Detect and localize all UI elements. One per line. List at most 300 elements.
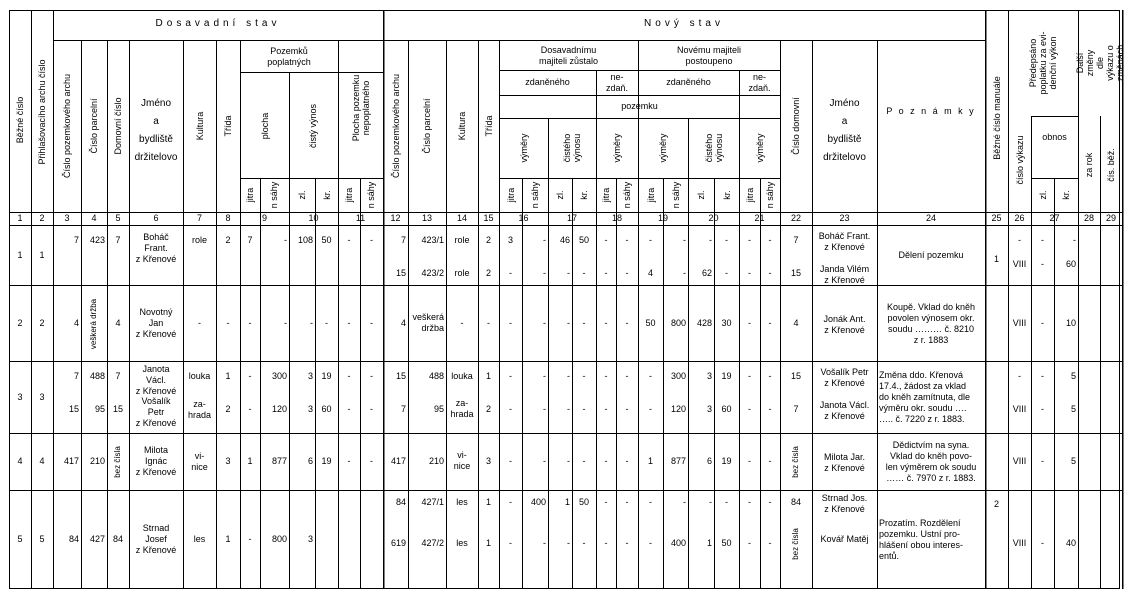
cell-c15: 2 <box>485 268 491 278</box>
cell-c10a: - <box>310 317 313 328</box>
cell-c20a: 1 <box>706 538 712 548</box>
header-prihlasovaciho-archu: Přihlašovacího archu číslo <box>37 59 47 165</box>
cell-c20a: 62 <box>701 268 712 278</box>
cell-c20b: 30 <box>721 317 732 328</box>
cell-c22: bez čísla <box>791 528 800 560</box>
header-cislo-pozemkoveho-archu-new: Číslo pozemkového archu <box>391 73 401 179</box>
cell-c14: louka <box>451 371 473 381</box>
cell-c22: bez čísla <box>791 446 800 478</box>
cell-c9b: 300 <box>271 371 287 381</box>
cell-c15: 1 <box>485 371 491 381</box>
cell-c2: 2 <box>39 317 45 328</box>
cell-c18b: - <box>625 268 629 278</box>
cell-c6: Novotný Jan z Křenové <box>135 306 177 339</box>
cell-c17b: - <box>582 456 586 466</box>
column-number: 13 <box>421 213 432 223</box>
header-cisteho-vynosu-17: čistého výnosu <box>562 133 582 163</box>
cell-c27b: 5 <box>1070 456 1076 466</box>
cell-c23: Janda Vilém z Křenové <box>819 264 870 285</box>
cell-c27b: 40 <box>1065 538 1076 548</box>
cell-c17b: - <box>582 268 586 278</box>
column-number: 21 <box>754 213 765 223</box>
cell-c19b: 120 <box>670 404 686 414</box>
cell-c1: 3 <box>17 391 23 402</box>
cell-c16b: - <box>543 404 546 414</box>
cell-c17b: - <box>582 538 586 548</box>
cell-c17a: 1 <box>564 497 570 507</box>
column-number: 7 <box>196 213 202 223</box>
column-number: 12 <box>390 213 401 223</box>
cell-c15: 2 <box>485 235 491 245</box>
cell-c17a: - <box>567 371 570 381</box>
cell-c15: - <box>487 317 490 328</box>
column-number: 23 <box>839 213 850 223</box>
cell-c21a: - <box>748 268 751 278</box>
cell-c23: Janota Václ. z Křenové <box>819 400 870 421</box>
cell-c20b: - <box>725 268 728 278</box>
cell-c24: Dělení pozemku <box>898 250 964 260</box>
cell-c20b: 50 <box>721 538 732 548</box>
cell-c4: 488 <box>89 371 105 381</box>
cell-c5: 7 <box>115 235 121 245</box>
cell-c3: 84 <box>68 534 79 544</box>
cell-c9a: - <box>248 371 252 381</box>
cell-c12: 15 <box>395 268 406 278</box>
header-nsahy-19: n sáhy <box>671 181 681 209</box>
cell-c20a: 3 <box>706 404 712 414</box>
cell-c21a: - <box>748 538 751 548</box>
cell-c9b: - <box>284 235 287 245</box>
cell-c17b: - <box>582 371 586 381</box>
cell-c8: 3 <box>225 456 231 466</box>
cell-c12: 4 <box>400 317 406 328</box>
header-trida-new: Třída <box>484 115 494 137</box>
cell-c9b: 120 <box>271 404 287 414</box>
cell-c17a: - <box>567 404 570 414</box>
group-header-novy-stav: Nový stav <box>644 18 724 29</box>
cell-c16a: 3 <box>507 235 513 245</box>
cell-c4: 95 <box>94 404 105 414</box>
header-vymery-18: výměry <box>612 133 622 163</box>
cell-c19b: - <box>683 497 686 507</box>
cell-c18b: - <box>625 235 629 245</box>
cell-c14: role <box>454 235 470 245</box>
cell-c21a: - <box>748 235 751 245</box>
cell-c9a: 1 <box>247 456 253 466</box>
cell-c17b: - <box>582 317 586 328</box>
cell-c25: 2 <box>993 499 999 509</box>
cell-c19b: 877 <box>670 456 686 466</box>
header-zl-10: zl. <box>297 190 307 200</box>
cell-c2: 5 <box>39 534 45 544</box>
cell-c12: 84 <box>395 497 406 507</box>
cell-c7: vi- nice <box>191 451 208 472</box>
cell-c20b: 19 <box>721 456 732 466</box>
cell-c20a: - <box>709 235 712 245</box>
cell-c15: 3 <box>485 456 491 466</box>
cell-c21a: - <box>748 317 751 328</box>
header-vymery-16: výměry <box>519 133 529 163</box>
cell-c11a: - <box>347 456 351 466</box>
header-plocha: plocha <box>260 112 270 140</box>
cell-c13: 95 <box>433 404 444 414</box>
cell-c27a: - <box>1041 235 1044 245</box>
cell-c11b: - <box>370 235 373 245</box>
cell-c10a: 108 <box>297 235 313 245</box>
cell-c5: 7 <box>115 371 121 381</box>
cell-c1: 1 <box>17 249 23 260</box>
cell-c18b: - <box>625 456 629 466</box>
header-trida: Třída <box>223 115 233 137</box>
column-number: 26 <box>1014 213 1025 223</box>
cell-c26: - <box>1018 235 1021 245</box>
cell-c20a: 428 <box>696 317 712 328</box>
cell-c11b: - <box>370 317 373 328</box>
header-kr-10: kr. <box>322 190 332 200</box>
cell-c26: VIII <box>1012 317 1027 328</box>
cell-c10b: 60 <box>321 404 332 414</box>
cell-c15: 1 <box>485 497 491 507</box>
column-number: 25 <box>991 213 1002 223</box>
cell-c27a: - <box>1041 371 1044 381</box>
cell-c26: VIII <box>1012 456 1027 466</box>
cell-c20a: 3 <box>706 371 712 381</box>
cell-c10a: 3 <box>307 534 313 544</box>
cell-c13: 423/1 <box>421 235 444 245</box>
cell-c5: 84 <box>112 534 123 544</box>
cell-c19a: - <box>649 538 652 548</box>
header-pozemku-poplatnych: Pozemků poplatných <box>267 46 311 67</box>
cell-c1: 5 <box>17 534 23 544</box>
cell-c16a: - <box>509 456 512 466</box>
header-nsahy-9: n sáhy <box>269 181 279 209</box>
cell-c5: bez čísla <box>113 446 122 478</box>
cell-c16a: - <box>509 404 512 414</box>
cell-c24: Prozatím. Rozdělení pozemku. Ustní pro- hlášení obou interes- entů. <box>879 518 964 561</box>
cell-c11a: - <box>347 404 351 414</box>
cell-c8: 2 <box>225 404 231 414</box>
header-jitra-16: jitra <box>506 187 516 203</box>
cell-c18a: - <box>604 456 608 466</box>
cell-c6: Vošalík Petr z Křenové <box>135 396 177 428</box>
cell-c12: 7 <box>400 404 406 414</box>
column-number: 1 <box>17 213 23 223</box>
header-nsahy-18: n sáhy <box>622 181 632 209</box>
cell-c18b: - <box>625 538 629 548</box>
cell-c2: 3 <box>39 391 45 402</box>
cell-c10a: 3 <box>307 371 313 381</box>
header-nsahy-21: n sáhy <box>765 181 775 209</box>
header-plocha-nepoplatneho: Plocha pozemku nepoplatného <box>351 74 371 142</box>
header-obnos: obnos <box>1042 132 1067 142</box>
cell-c22: 7 <box>793 404 799 414</box>
cell-c7: za- hrada <box>187 399 212 420</box>
header-cislo-pozemkoveho-archu: Číslo pozemkového archu <box>62 73 72 179</box>
cell-c13: veškerá držba <box>412 311 444 333</box>
cell-c14: les <box>456 538 468 548</box>
cell-c27a: - <box>1041 456 1044 466</box>
cell-c19b: 300 <box>670 371 686 381</box>
cell-c6: Janota Václ. z Křenové <box>135 364 177 396</box>
header-kr-17: kr. <box>579 190 589 200</box>
cell-c27a: - <box>1041 259 1044 269</box>
cell-c7: les <box>193 534 206 544</box>
cell-c16b: - <box>543 371 546 381</box>
cell-c24: Změna ddo. Křenová 17.4., žádost za vklad do kněh zamítnuta, dle výměru okr. soudu …. ….. č. 7220 z r. 1883. <box>879 370 971 424</box>
cell-c3: 417 <box>63 456 79 466</box>
cell-c7: - <box>198 317 201 328</box>
cell-c3: 4 <box>73 317 79 328</box>
header-vymery-21: výměry <box>755 133 765 163</box>
cell-c26: VIII <box>1012 404 1027 414</box>
header-zl-20: zl. <box>696 190 706 200</box>
cell-c19a: 50 <box>645 317 656 328</box>
cell-c20b: 60 <box>721 404 732 414</box>
column-number: 14 <box>456 213 467 223</box>
header-kr-27: kr. <box>1061 190 1071 200</box>
header-jitra-9: jitra <box>245 187 255 203</box>
header-cislo-parcelni-new: Číslo parcelní <box>422 98 432 154</box>
header-nsahy-16: n sáhy <box>530 181 540 209</box>
cell-c9a: - <box>248 534 252 544</box>
cell-c16b: - <box>543 235 546 245</box>
cell-c1: 4 <box>17 456 23 466</box>
cell-c22: 15 <box>790 268 801 278</box>
cell-c16a: - <box>509 317 512 328</box>
cell-c7: role <box>191 235 207 245</box>
cell-c16a: - <box>509 538 512 548</box>
header-jitra-11: jitra <box>344 187 354 203</box>
cell-c2: 1 <box>39 249 45 260</box>
cell-c20a: - <box>709 497 712 507</box>
cell-c16a: - <box>509 497 512 507</box>
column-number: 8 <box>225 213 231 223</box>
cell-c23: Strnad Jos. z Křenové <box>821 493 868 514</box>
cell-c17a: - <box>567 538 570 548</box>
header-kultura-new: Kultura <box>457 111 467 141</box>
header-jitra-18: jitra <box>601 187 611 203</box>
cell-c22: 7 <box>793 235 799 245</box>
cell-c21b: - <box>768 538 772 548</box>
column-number: 22 <box>790 213 801 223</box>
cell-c18a: - <box>604 404 608 414</box>
cell-c10a: 6 <box>307 456 313 466</box>
cell-c10b: 19 <box>321 371 332 381</box>
cell-c19b: 800 <box>670 317 686 328</box>
cell-c17a: - <box>567 456 570 466</box>
cell-c14: - <box>460 317 464 328</box>
cell-c10b: 19 <box>321 456 332 466</box>
cell-c19b: 400 <box>670 538 686 548</box>
header-kr-20: kr. <box>722 190 732 200</box>
cell-c25: 1 <box>993 253 999 264</box>
column-number: 3 <box>64 213 70 223</box>
header-jitra-19: jitra <box>646 187 656 203</box>
header-jmeno-drzitele-new: Jméno a bydliště držitelovo <box>823 98 866 163</box>
header-bezne-cislo-manuale: Běžné číslo manuále <box>992 76 1002 160</box>
cell-c24: Dědictvím na syna. Vklad do kněh povo- len výměrem ok soudu …… č. 7970 z r. 1883. <box>885 440 977 483</box>
cell-c19a: - <box>649 497 652 507</box>
cell-c16a: - <box>509 268 512 278</box>
header-zdaneneho-1: zdaněného <box>525 77 570 87</box>
column-number: 24 <box>925 213 936 223</box>
cell-c9b: 800 <box>271 534 287 544</box>
cell-c21a: - <box>748 371 751 381</box>
cell-c2: 4 <box>39 456 45 466</box>
header-zdaneneho-2: zdaněného <box>666 77 711 87</box>
cell-c27b: - <box>1073 235 1076 245</box>
cell-c11a: - <box>347 371 351 381</box>
cell-c27b: 5 <box>1070 404 1076 414</box>
cell-c17a: - <box>567 317 570 328</box>
cell-c16b: - <box>543 268 546 278</box>
cell-c14: vi- nice <box>453 450 471 471</box>
cell-c18b: - <box>625 404 629 414</box>
cell-c7: louka <box>188 371 211 381</box>
cell-c24: Koupě. Vklad do kněh povolen výnosem okr. soudu ……… č. 8210 z r. 1883 <box>886 301 976 345</box>
column-number: 27 <box>1049 213 1060 223</box>
cell-c4: 423 <box>89 235 105 245</box>
cell-c26: - <box>1018 371 1021 381</box>
column-number: 10 <box>308 213 319 223</box>
cell-c18a: - <box>604 497 608 507</box>
header-cislo-parcelni: Číslo parcelní <box>89 98 99 154</box>
cell-c18a: - <box>604 235 608 245</box>
header-cislo-vykazu: číslo výkazu <box>1015 135 1025 185</box>
column-number: 18 <box>611 213 622 223</box>
header-bezne-cislo: Běžné číslo <box>15 96 25 144</box>
cell-c1: 2 <box>17 317 23 328</box>
cell-c18a: - <box>604 371 608 381</box>
column-number: 20 <box>708 213 719 223</box>
cell-c17a: 46 <box>559 235 570 245</box>
column-number: 29 <box>1105 213 1116 223</box>
header-dalsi-zmeny: Další změny dle výkazu o změnách <box>1075 44 1125 82</box>
cell-c23: Milota Jar. z Křenové <box>823 452 865 473</box>
cell-c12: 417 <box>390 456 406 466</box>
cell-c15: 1 <box>485 538 491 548</box>
cell-c8: - <box>226 317 230 328</box>
cell-c12: 15 <box>395 371 406 381</box>
cell-c8: 1 <box>225 534 231 544</box>
cell-c11a: - <box>347 317 351 328</box>
cell-c12: 619 <box>390 538 406 548</box>
cell-c13: 423/2 <box>421 268 444 278</box>
cell-c14: les <box>456 497 468 507</box>
cell-c27a: - <box>1041 317 1044 328</box>
cell-c17a: - <box>567 268 570 278</box>
cell-c9a: - <box>248 404 252 414</box>
header-cisteho-vynosu-20: čistého výnosu <box>704 133 724 163</box>
cell-c9a: 7 <box>247 235 253 245</box>
cell-c13: 488 <box>428 371 444 381</box>
cell-c20a: 6 <box>706 456 712 466</box>
header-vymery-19: výměry <box>658 133 668 163</box>
cell-c18b: - <box>625 371 629 381</box>
cell-c23: Jonák Ant. z Křenové <box>823 313 866 335</box>
cell-c17b: 50 <box>578 235 589 245</box>
header-jitra-21: jitra <box>745 187 755 203</box>
cell-c9a: - <box>248 317 252 328</box>
cell-c21b: - <box>768 404 772 414</box>
column-number: 15 <box>483 213 494 223</box>
cell-c21b: - <box>768 371 772 381</box>
cell-c16b: 400 <box>530 497 546 507</box>
cell-c20b: - <box>725 497 728 507</box>
cell-c17b: - <box>582 404 586 414</box>
cell-c6: Milota Ignác z Křenové <box>135 445 177 477</box>
cell-c13: 427/1 <box>421 497 444 507</box>
cell-c16b: - <box>543 456 546 466</box>
cell-c19b: - <box>683 268 686 278</box>
cell-c19a: - <box>649 235 652 245</box>
cell-c22: 84 <box>790 497 801 507</box>
cell-c21b: - <box>768 235 772 245</box>
cell-c11b: - <box>370 456 373 466</box>
cell-c3: 7 <box>73 235 79 245</box>
cell-c19a: 1 <box>647 456 653 466</box>
cell-c21b: - <box>768 268 772 278</box>
cell-c23: Kovář Matěj <box>820 534 869 544</box>
cell-c21a: - <box>748 456 751 466</box>
cell-c21b: - <box>768 317 772 328</box>
cell-c21b: - <box>768 497 772 507</box>
cell-c17b: 50 <box>578 497 589 507</box>
cell-c14: za- hrada <box>450 398 474 419</box>
header-cis-bez: čís. běž. <box>1106 148 1116 182</box>
column-number: 6 <box>153 213 159 223</box>
cell-c23: Vošalík Petr z Křenové <box>820 367 869 388</box>
cell-c18a: - <box>604 538 608 548</box>
cell-c19a: - <box>649 371 652 381</box>
cell-c13: 427/2 <box>421 538 444 548</box>
cell-c18a: - <box>604 317 608 328</box>
cell-c27a: - <box>1041 404 1044 414</box>
header-zl-17: zl. <box>555 190 565 200</box>
cell-c22: 4 <box>793 317 799 328</box>
header-za-rok: za rok <box>1084 152 1094 178</box>
cell-c4: 427 <box>89 534 105 544</box>
cell-c3: 15 <box>68 404 79 414</box>
cell-c19a: - <box>649 404 652 414</box>
header-pozemku: pozemku <box>621 101 658 111</box>
cell-c27b: 10 <box>1065 317 1076 328</box>
cell-c19a: 4 <box>647 268 653 278</box>
cell-c21a: - <box>748 404 751 414</box>
cell-c16a: - <box>509 371 512 381</box>
cell-c9b: - <box>284 317 287 328</box>
header-nezdan-1: ne- zdaň. <box>605 72 629 93</box>
column-number: 17 <box>566 213 577 223</box>
cell-c11a: - <box>347 235 351 245</box>
cell-c16b: - <box>543 538 546 548</box>
cell-c22: 15 <box>790 371 801 381</box>
cell-c6: Strnad Josef z Křenové <box>135 523 177 555</box>
cell-c21b: - <box>768 456 772 466</box>
cell-c20b: 19 <box>721 371 732 381</box>
cell-c20b: - <box>725 235 728 245</box>
header-predepsano: Předepsáno poplatku za evi- denční výkon <box>1028 31 1058 95</box>
header-domovni-cislo: Domovní číslo <box>113 97 123 155</box>
cell-c21a: - <box>748 497 751 507</box>
header-zl-27: zl. <box>1038 190 1048 200</box>
cell-c27b: 60 <box>1065 259 1076 269</box>
header-novemu: Novému majiteli postoupeno <box>676 45 742 66</box>
column-number: 16 <box>518 213 529 223</box>
cell-c18b: - <box>625 497 629 507</box>
cell-c3: 7 <box>73 371 79 381</box>
header-cisty-vynos: čistý výnos <box>308 103 318 149</box>
